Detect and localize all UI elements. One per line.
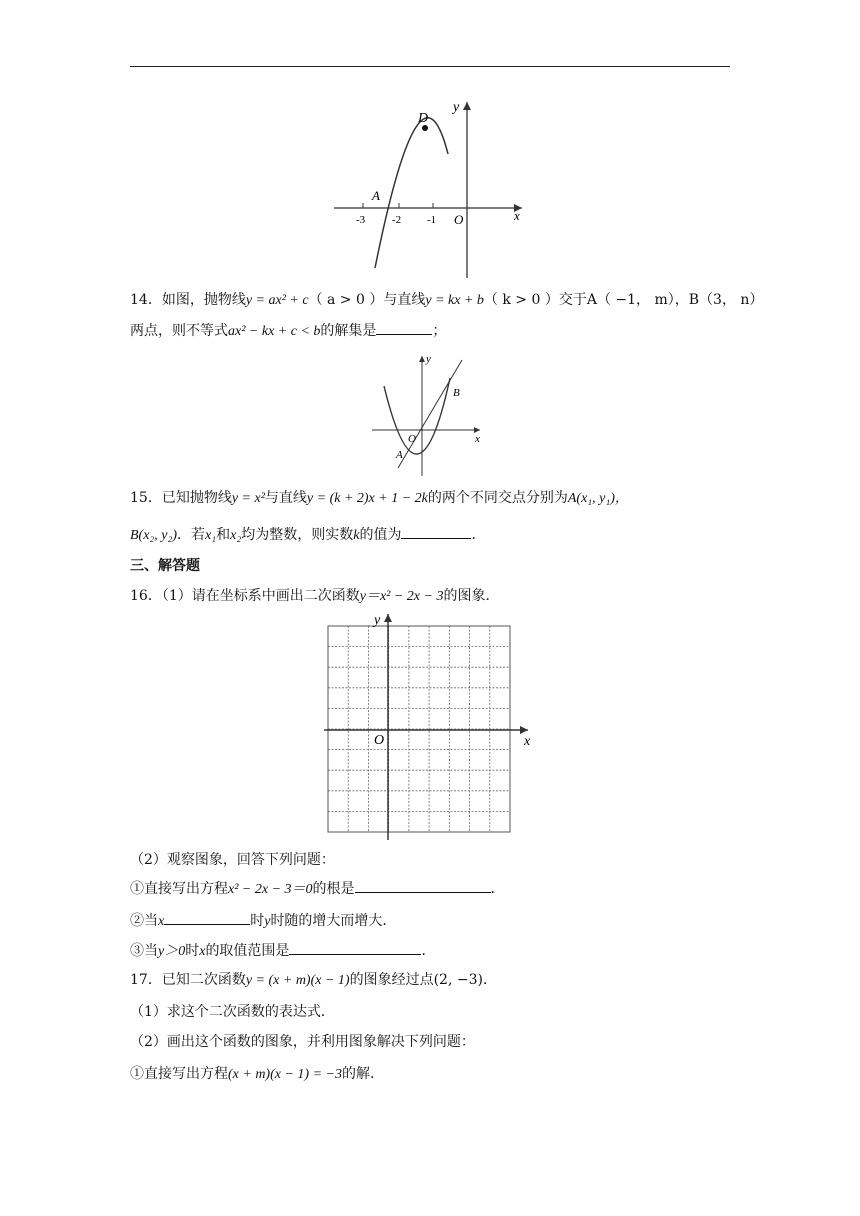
figure-parabola-vertex-d [330, 96, 530, 282]
q16-sub2: ②当x 时y时随的增大而增大． [130, 910, 396, 932]
answer-blank[interactable] [164, 910, 250, 925]
q16-sub1: ①直接写出方程x² − 2x − 3＝0的根是 ． [130, 878, 505, 900]
label-x: x [514, 208, 520, 223]
label-o: O [454, 212, 464, 227]
label-d: D [418, 111, 429, 126]
q14-line2: 两点，则不等式ax² − kx + c < b的解集是 ； [130, 320, 446, 342]
figure-coordinate-grid [320, 608, 540, 844]
tick-label: -1 [427, 214, 437, 226]
header-rule [130, 66, 730, 67]
q17-sub1: ①直接写出方程(x + m)(x − 1) = −3的解． [130, 1066, 384, 1082]
q17-part1: （1）求这个二次函数的表达式． [130, 1004, 335, 1020]
label-a: A [372, 188, 380, 203]
label-a: A [396, 449, 403, 461]
q15-line1: 15．已知抛物线y = x²与直线y = (k + 2)x + 1 − 2k的两个不同交点分别为A(x₁, y₁)， [130, 490, 629, 506]
q16-part2: （2）观察图象，回答下列问题： [130, 852, 335, 868]
q14-line1: 14．如图，抛物线y = ax² + c（ a > 0 ）与直线y = kx + b（ k > 0 ）交于A（ −1， m），B（3， n） [130, 292, 764, 308]
tick-label: -2 [392, 214, 402, 226]
q16-line1: 16．（1）请在坐标系中画出二次函数y＝x² − 2x − 3的图象． [130, 588, 500, 604]
label-y: y [453, 100, 460, 115]
label-b: B [453, 387, 460, 399]
label-y: y [426, 353, 431, 365]
label-x: x [524, 734, 531, 749]
label-y: y [374, 613, 381, 628]
answer-blank[interactable] [289, 940, 421, 955]
section-heading: 三、解答题 [130, 558, 200, 574]
q17-line1: 17．已知二次函数y = (x + m)(x − 1)的图象经过点(2, −3)． [130, 972, 497, 988]
q15-line2: B(x₂, y₂)．若x₁和x₂均为整数，则实数k的值为 ． [130, 524, 485, 546]
label-x: x [475, 433, 480, 445]
q16-sub3: ③当y＞0时x的取值范围是 ． [130, 940, 435, 962]
label-o: O [408, 433, 416, 445]
label-o: O [374, 733, 385, 748]
tick-label: -3 [356, 214, 366, 226]
figure-parabola-line [370, 350, 488, 478]
q17-part2: （2）画出这个函数的图象，并利用图象解决下列问题： [130, 1034, 475, 1050]
answer-blank[interactable] [401, 524, 471, 539]
answer-blank[interactable] [355, 878, 491, 893]
answer-blank[interactable] [376, 320, 432, 335]
